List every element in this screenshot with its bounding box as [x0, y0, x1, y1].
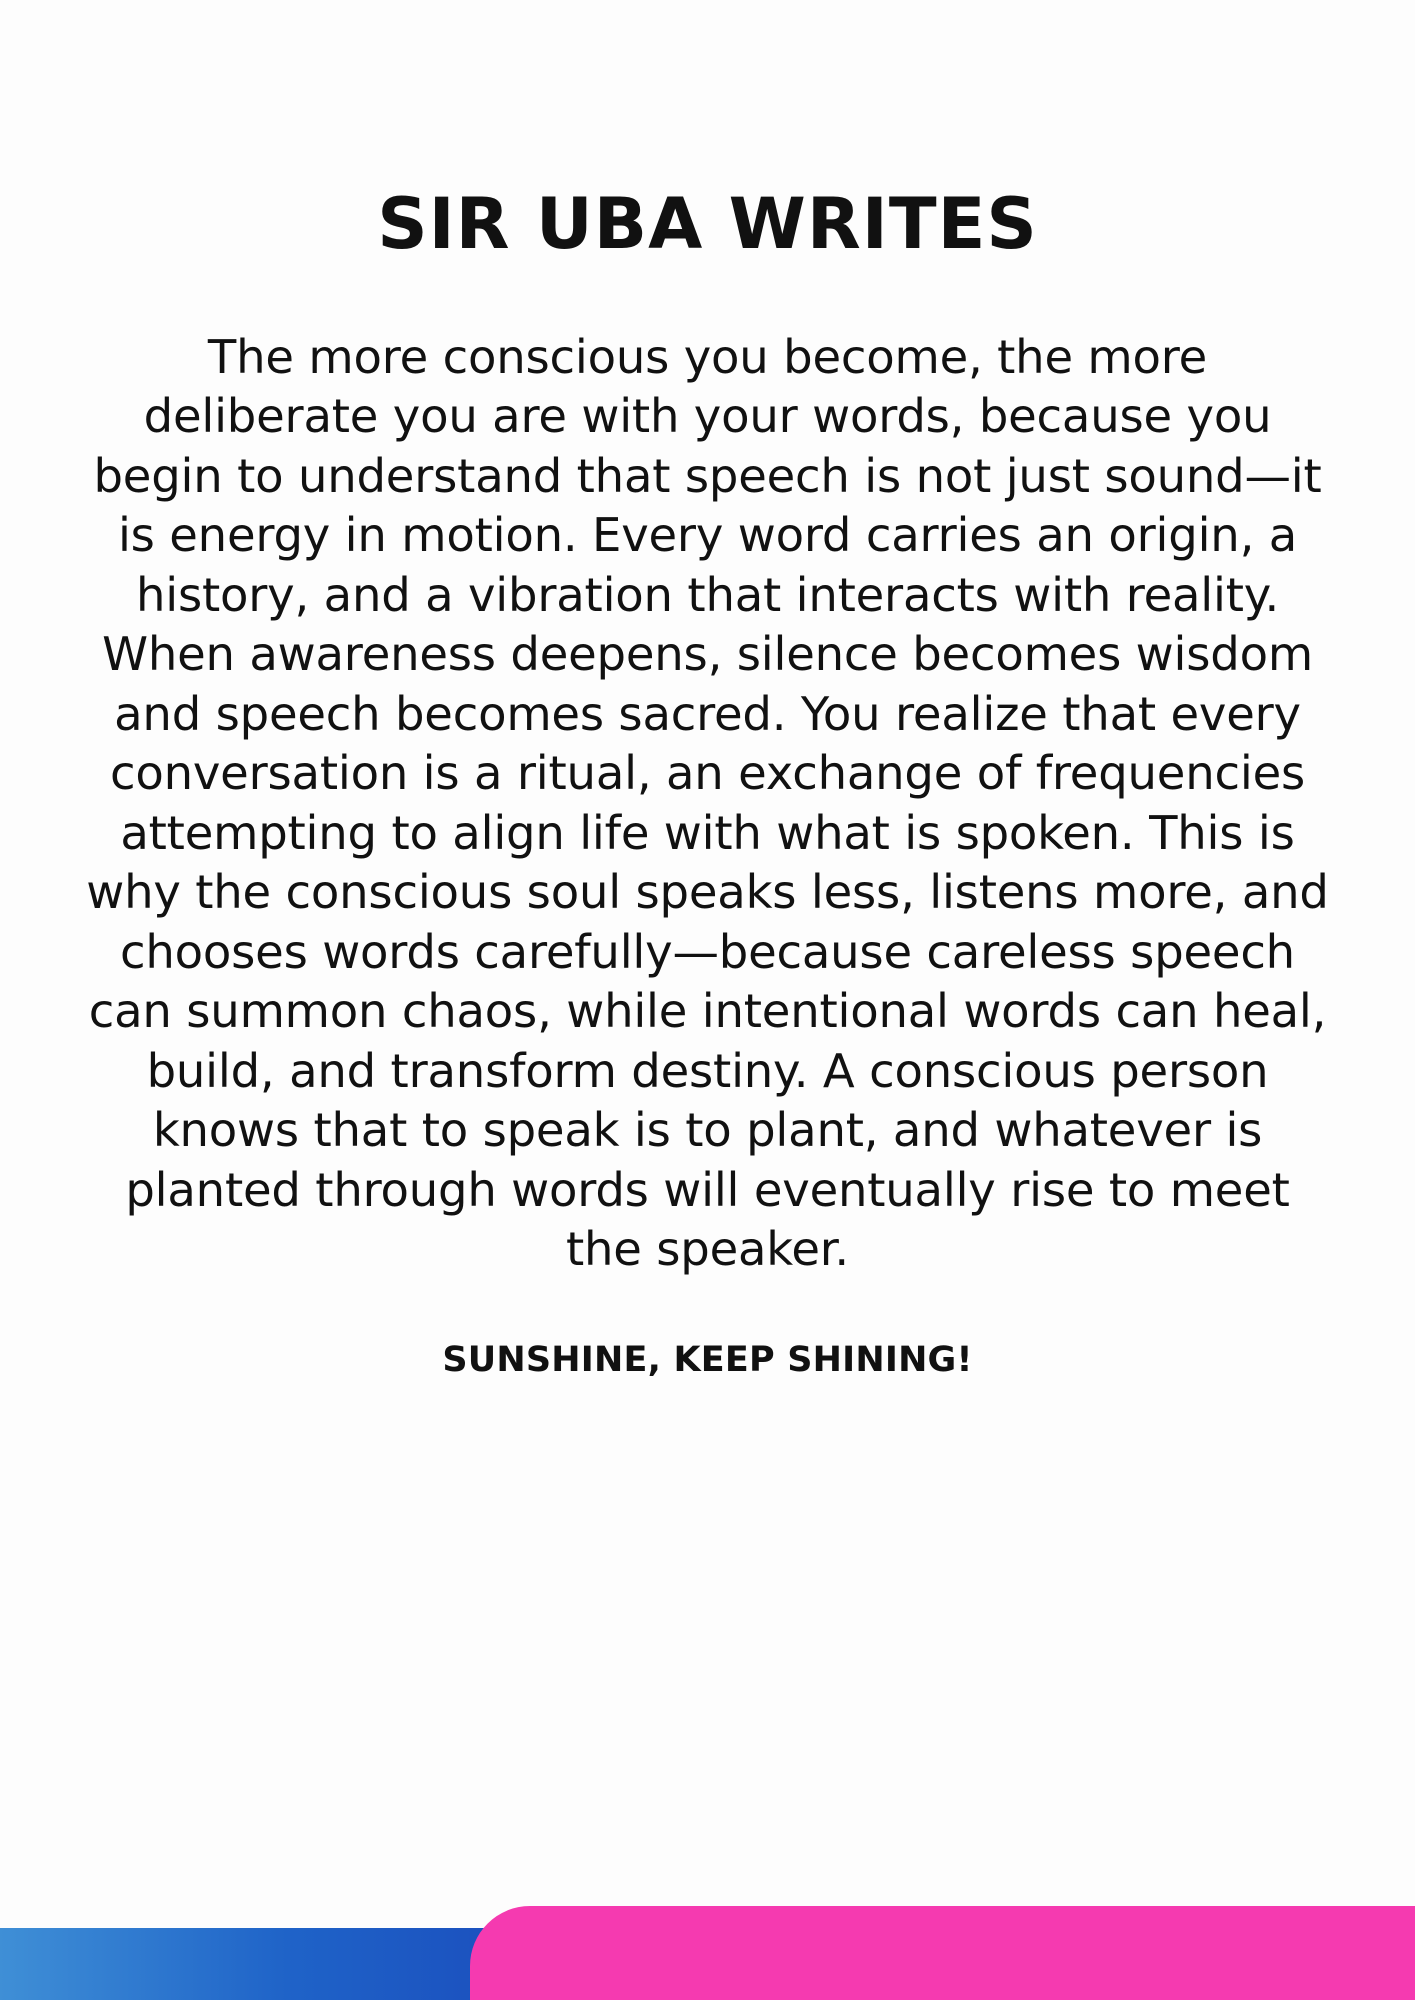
page-title: SIR UBA WRITES — [377, 183, 1038, 265]
body-paragraph: The more conscious you become, the more deliberate you are with your words, because you begin to understand that speech is not just sound—it is energy in motion. Every word carries an origin, a history, and a vibration that interacts with reality. When awareness deepens, silence becomes wisdom and speech becomes sacred. You realize that every conversation is a ritual, an exchange of frequencies attempting to align life with what is spoken. This is why the conscious soul speaks less, listens more, and chooses words carefully—because careless speech can summon chaos, while intentional words can heal, build, and transform destiny. A conscious person knows that to speak is to plant, and whatever is planted through words will eventually rise to meet the speaker. — [86, 329, 1329, 1277]
pink-bar-shape — [470, 1906, 1415, 2000]
signoff-text: SUNSHINE, KEEP SHINING! — [442, 1339, 973, 1380]
bottom-decoration — [0, 1880, 1415, 2000]
blue-bar-shape — [0, 1928, 520, 2000]
